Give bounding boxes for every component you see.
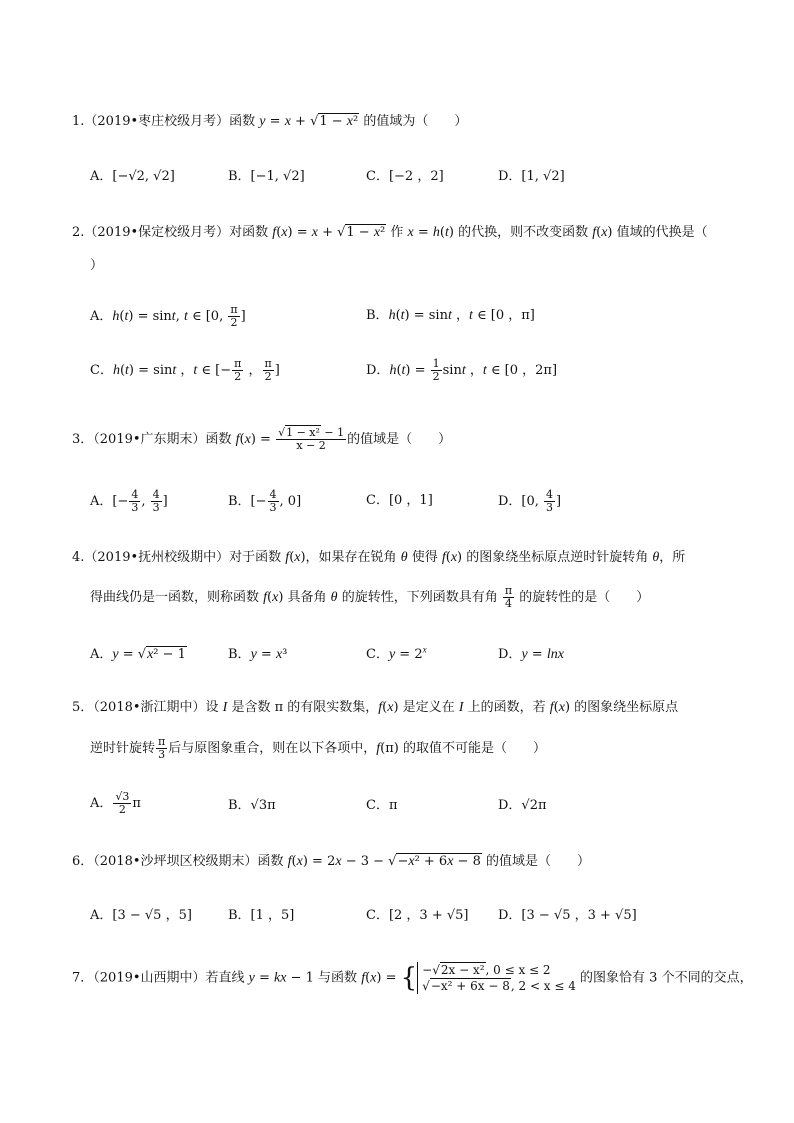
q2-option-a: A．h(t) = sint, t ∈ [0, $\frac{\pi}{2}$ ] xyxy=(90,303,246,329)
q6-option-d: D．[3 − √5 ，3 + √5] xyxy=(498,908,637,923)
q3-option-b: B．[− $\frac{4}{3}$ , 0] xyxy=(228,488,302,514)
q3-option-d: D．[0, $\frac{4}{3}$ ] xyxy=(498,488,562,514)
question-2-stem-cont: ） xyxy=(90,258,104,273)
q2-option-d: D．h(t) = $\frac{1}{2}$ sint ，t ∈ [0 ，2π] xyxy=(366,357,558,383)
q5-option-d: D．√2π xyxy=(498,798,547,813)
question-4-stem: 4.（2019•抚州校级期中）对于函数 f(x)，如果存在锐角 θ 使得 f(x) 的图象绕坐标原点逆时针旋转角 θ，所 xyxy=(72,550,686,565)
q1-option-a: A．[−√2, √2] xyxy=(90,169,175,184)
q6-option-a: A．[3 − √5 ，5] xyxy=(90,908,192,923)
question-6-stem: 6．（2018•沙坪坝区校级期末）函数 f(x) = 2x − 3 − √−x² + 6x − 8 的值域是（ ） xyxy=(72,854,590,869)
q1-option-b: B．[−1, √2] xyxy=(228,169,305,184)
question-5-stem-cont: 逆时针旋转 $\frac{\pi}{3}$ 后与原图象重合，则在以下各项中，f(π) 的取值不可能是（ ） xyxy=(90,735,546,761)
q2-option-c: C．h(t) = sint ，t ∈ [− $\frac{\pi}{2}$ ， $\frac{\pi}{2}$ ] xyxy=(90,357,280,383)
q6-option-b: B．[1 ，5] xyxy=(228,908,295,923)
q3-option-a: A．[− $\frac{4}{3}$ , $\frac{4}{3}$ ] xyxy=(90,488,168,514)
q1-option-d: D．[1, √2] xyxy=(498,169,565,184)
question-1-stem: 1.（2019•枣庄校级月考）函数 y = x + √1 − x² 的值域为（ ） xyxy=(72,114,468,129)
q5-option-c: C．π xyxy=(366,798,398,813)
q4-option-a: A．y = √x² − 1 xyxy=(90,647,186,662)
question-7-stem: 7．（2019•山西期中）若直线 y = kx − 1 与函数 f(x) = { −√2x − x², 0 ≤ x ≤ 2 √−x² + 6x − 8, 2 < x ≤ 4 的图象恰有 3 个不同的交点， xyxy=(72,963,753,993)
q3-option-c: C．[0 ，1] xyxy=(366,493,433,508)
q2-option-b: B．h(t) = sint ，t ∈ [0 ，π] xyxy=(366,308,535,323)
q5-option-a: A． $\frac{√3}{2}$ π xyxy=(90,790,141,816)
question-2-stem: 2.（2019•保定校级月考）对函数 f(x) = x + √1 − x² 作 x = h(t) 的代换，则不改变函数 f(x) 值域的代换是（ xyxy=(72,225,708,240)
q4-option-b: B．y = x³ xyxy=(228,647,288,662)
q5-option-b: B．√3π xyxy=(228,798,276,813)
q6-option-c: C．[2 ，3 + √5] xyxy=(366,908,469,923)
question-4-stem-cont: 得曲线仍是一函数，则称函数 f(x) 具备角 θ 的旋转性，下列函数具有角 $\frac{\pi}{4}$ 的旋转性的是（ ） xyxy=(90,584,650,610)
q4-option-d: D．y = lnx xyxy=(498,647,564,662)
question-5-stem: 5．（2018•浙江期中）设 I 是含数 π 的有限实数集，f(x) 是定义在 I 上的函数，若 f(x) 的图象绕坐标原点 xyxy=(72,700,679,715)
q4-option-c: C．$y = 2^x$ xyxy=(366,644,427,662)
question-3-stem: 3．（2019•广东期末）函数 f(x) = $\frac{\text{√1 − x² − 1}}{x - 2}$ 的值域是（ ） xyxy=(72,426,452,452)
q1-option-c: C．[−2 ，2] xyxy=(366,169,444,184)
